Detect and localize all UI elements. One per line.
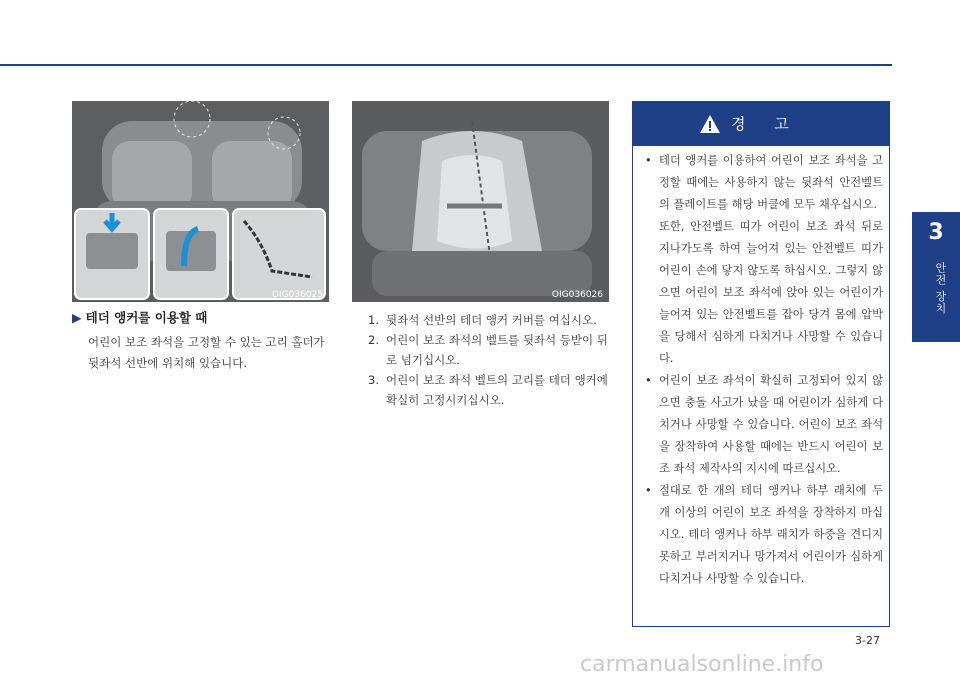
- figure-code: OIG036026: [551, 290, 603, 300]
- section-title: 테더 앵커를 이용할 때: [85, 310, 208, 325]
- step-item: [368, 310, 616, 330]
- warning-item: [645, 150, 883, 216]
- figure-child-seat-photo: [352, 101, 609, 302]
- step-number: 3.: [368, 373, 379, 387]
- chapter-number: 3: [928, 220, 944, 245]
- chapter-tab: [912, 212, 960, 342]
- warning-text: 절대로 한 개의 테더 앵커나 하부 래치에 두 개 이상의 어린이 보조 좌석을 장착하지 마십시오. 테더 앵커나 하부 래치가 하중을 견디지 못하고 부러지거나 망가져서 어린이가 심하게 다치거나 사망할 수 있습니다.: [659, 484, 883, 585]
- watermark: carmanualsonline.info: [580, 652, 824, 677]
- warning-box: [632, 101, 890, 627]
- triangle-bullet-icon: ▶: [72, 310, 82, 325]
- warning-header: [633, 102, 889, 146]
- section-heading: [72, 308, 207, 326]
- chapter-title: 안전 장치: [934, 262, 947, 315]
- bullet: •: [645, 484, 652, 497]
- warning-text: 어린이 보조 좌석이 확실히 고정되어 있지 않으면 충돌 사고가 났을 때 어린이가 심하게 다치거나 사망할 수 있습니다. 어린이 보조 좌석을 장착하여 사용할 때에는 반드시 어린이 보조 좌석 제작사의 지시에 따르십시오.: [659, 374, 883, 475]
- figure-code: OIG036025: [271, 290, 323, 300]
- section-body: 어린이 보조 좌석을 고정할 수 있는 고리 홀더가 뒷좌석 선반에 위치해 있습니다.: [88, 335, 325, 370]
- warning-item: [645, 370, 883, 480]
- rear-seat-illustration: [72, 101, 329, 302]
- step-text: 뒷좌석 선반의 테더 앵커 커버를 여십시오.: [386, 313, 597, 327]
- step-text: 어린이 보조 좌석의 벨트를 뒷좌석 등받이 뒤로 넘기십시오.: [386, 333, 608, 367]
- step-item: [368, 330, 616, 370]
- warning-item: [645, 480, 883, 590]
- warning-item: [645, 216, 883, 370]
- step-number: 2.: [368, 333, 379, 347]
- figure-tether-anchor-photo: [72, 101, 329, 302]
- step-item: [368, 370, 616, 410]
- warning-icon: [699, 114, 721, 134]
- step-number: 1.: [368, 313, 379, 327]
- warning-list: [645, 150, 883, 590]
- page-number: 3-27: [855, 634, 880, 647]
- child-seat-illustration: [352, 101, 609, 302]
- bullet: •: [645, 374, 652, 387]
- bullet: •: [645, 154, 652, 167]
- top-rule: [0, 64, 892, 66]
- step-text: 어린이 보조 좌석 벨트의 고리를 테더 앵커에 확실히 고정시키십시오.: [386, 373, 608, 407]
- step-list: [368, 310, 616, 410]
- warning-text: 테더 앵커를 이용하여 어린이 보조 좌석을 고정할 때에는 사용하지 않는 뒷좌석 안전벨트의 플레이트를 해당 버클에 모두 채우십시오.: [659, 154, 883, 211]
- warning-text: 또한, 안전벨트 띠가 어린이 보조 좌석 뒤로 지나가도록 하여 늘어져 있는 안전벨트 띠가 어린이 손에 닿지 않도록 하십시오. 그렇지 않으면 어린이 보조 좌석에 앉아 있는 어린이가 늘어져 있는 안전벨트를 잡아 당겨 몸에 압박을 당해서 심하게 다치거나 사망할 수 있습니다.: [659, 220, 883, 365]
- warning-title: 경 고: [731, 115, 801, 133]
